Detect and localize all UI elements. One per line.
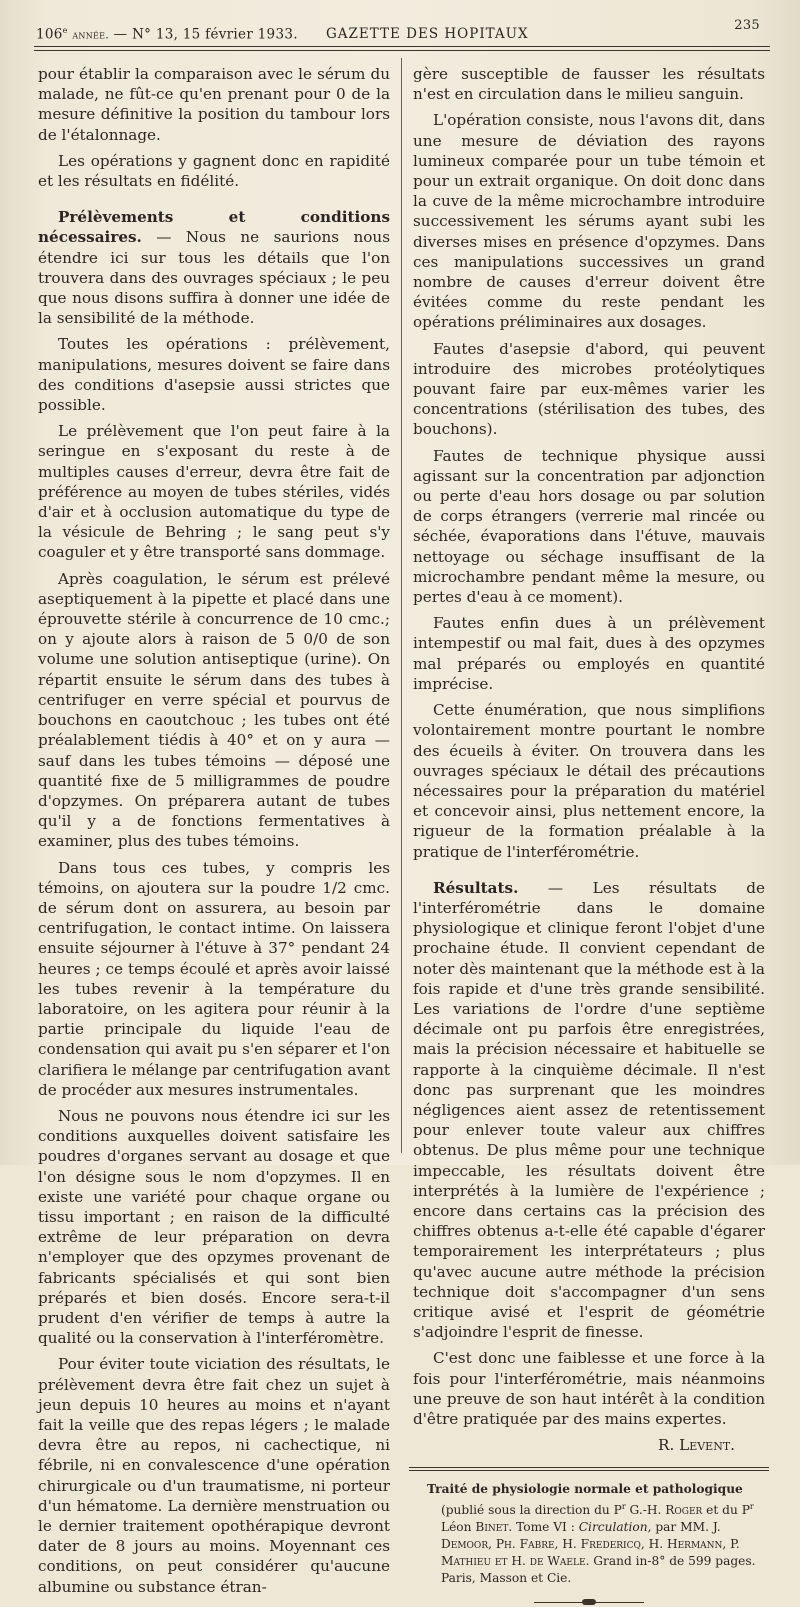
- signature-name: Levent.: [679, 1436, 735, 1455]
- page-header: [36, 18, 764, 44]
- author-signature: [413, 1435, 735, 1455]
- section-text: — Les résultats de l'interférométrie dans le domaine physiologique et clinique feront l'objet d'une prochaine étude. Il convient cependant de noter dès maintenant que la méthode est à la fois rapide et d'une très grande sensibilité. Les variations de l'ordre d'une septième décimale ont pu parfois être enregistrées, mais la précision nécessaire et habituelle se rapporte à la cinquième décimale. Il n'est donc pas surprenant que les moindres négligences aient assez de retentissement pour enlever toute valeur aux chiffres obtenus. De plus même pour une technique impeccable, les résultats doivent être interprétés à la lumière de l'expérience ; encore dans certains cas la précision des chiffres obtenus a-t-elle été capable d'égarer temporairement les interprétateurs ; plus qu'avec aucune autre méthode la précision technique doit s'accompagner d'un sens critique avisé et l'esprit de géométrie s'adjoindre l'esprit de finesse.: [413, 878, 765, 1342]
- section-text: — Nous ne saurions nous étendre ici sur tous les détails que l'on trouvera dans des ouvrages spéciaux ; le peu que nous disons suffira à donner une idée de la sensibilité de la méthode.: [38, 228, 390, 328]
- book-text: et du P: [702, 1503, 750, 1518]
- paragraph: pour établir la comparaison avec le sérum du malade, ne fût-ce qu'en prenant pour 0 de la mesure définitive la position du tambour lors de l'étalonnage.: [38, 65, 390, 144]
- header-rule-thin: [34, 50, 770, 51]
- paragraph: Les opérations y gagnent donc en rapidité et les résultats en fidélité.: [38, 151, 390, 191]
- book-text: G.-H.: [625, 1503, 666, 1518]
- book-authors: Demoor, Ph. Fabre, H. Fredericq, H. Hermann, P. Mathieu et H. de Waele: [441, 1537, 740, 1569]
- issue-number-date: — N° 13, 15 février 1933.: [113, 26, 298, 43]
- signature-initial: R.: [658, 1436, 680, 1455]
- paragraph: Pour éviter toute viciation des résultats, le prélèvement devra être fait chez un sujet à jeun depuis 10 heures au moins et n'ayant fait la veille que des repas légers ; le malade devra être au repos, ni cachectique, ni fébrile, ni en convalescence d'une opération chirurgicale ou d'un traumatisme, ni porteur d'un hématome. La dernière menstruation ou le dernier traitement opothérapique devront dater de 8 jours au moins. Moyennant ces conditions, on peut considérer qu'aucune albumine ou substance étran-: [38, 1355, 390, 1596]
- book-text: , par MM. J.: [647, 1520, 721, 1535]
- paragraph: Le prélèvement que l'on peut faire à la seringue en s'exposant du reste à de multiples causes d'erreur, devra être fait de préférence au moyen de tubes stériles, vidés d'air et à occlusion automatique du type de la vésicule de Behring ; le sang peut s'y coaguler et y être transporté sans dommage.: [38, 422, 390, 562]
- paragraph: L'opération consiste, nous l'avons dit, dans une mesure de déviation des rayons lumineux comparée pour un tube témoin et pour un extrait organique. On doit donc dans la cuve de la même microchambre introduire successivement les sérums ayant subi les diverses mises en présence d'opzymes. Dans ces manipulations successives un grand nombre de causes d'erreur doivent être évitées comme du reste pendant les opérations préliminaires aux dosages.: [413, 111, 765, 332]
- book-text: Léon: [441, 1520, 476, 1535]
- paragraph: gère susceptible de fausser les résultats n'est en circulation dans le milieu sanguin.: [413, 65, 765, 104]
- year-label: année.: [72, 28, 110, 42]
- section-rule-thin: [409, 1470, 769, 1471]
- paragraph: Fautes de technique physique aussi agissant sur la concentration par adjonction ou perte d'eau hors dosage ou par solution de corps étrangers (verrerie mal rincée ou séchée, évaporations dans l'étuve, mauvais nettoyage ou séchage insuffisant de la microchambre pendant même la mesure, ou pertes d'eau à ce moment).: [413, 446, 765, 607]
- book-sup: r: [621, 1502, 626, 1512]
- book-text: Tome VI :: [512, 1520, 579, 1535]
- left-column: [38, 64, 390, 1603]
- section-rule-thick: [409, 1467, 769, 1468]
- end-ornament: [534, 1599, 644, 1607]
- header-rule-thick: [34, 46, 770, 47]
- section-title: Prélèvements et conditions nécessaires.: [38, 208, 390, 247]
- paragraph: Cette énumération, que nous simplifions volontairement montre pourtant le nombre des écueils à éviter. On trouvera dans les ouvrages spéciaux le détail des précautions nécessaires pour la préparation du matériel et concevoir ainsi, plus nettement encore, la rigueur de la formation préalable à la pratique de l'interférométrie.: [413, 701, 765, 861]
- book-title: Traité de physiologie normale et pathologique: [427, 1482, 743, 1497]
- paragraph: Dans tous ces tubes, y compris les témoins, on ajoutera sur la poudre 1/2 cmc. de sérum dont on assurera, au besoin par centrifugation, le contact intime. On laissera ensuite séjourner à l'étuve à 37° pendant 24 heures ; ce temps écoulé et après avoir laissé les tubes revenir à la température du laboratoire, on les agitera pour réunir à la partie principale du liquide l'eau de condensation qui avait pu s'en séparer et l'on clarifiera le mélange par centrifugation avant de procéder aux mesures instrumentales.: [38, 858, 390, 1099]
- book-text: (publié sous la direction du P: [441, 1503, 622, 1518]
- section-resultats: [413, 878, 765, 1343]
- book-text: . Grand in-8° de 599 pages. Paris, Masson et Cie.: [441, 1554, 756, 1586]
- year-sup: e: [62, 26, 68, 35]
- journal-title: GAZETTE DES HOPITAUX: [326, 26, 529, 42]
- paragraph: Nous ne pouvons nous étendre ici sur les conditions auxquelles doivent satisfaire les poudres d'organes servant au dosage et que l'on désigne sous le nom d'opzymes. Il en existe une variété pour chaque organe ou tissu important ; en raison de la difficulté extrême de leur préparation on devra n'employer que des opzymes provenant de fabricants spécialisés et qui sont bien préparés et bien dosés. Encore sera-t-il prudent d'en vérifier de temps à autre la qualité ou la conservation à l'interféromètre.: [38, 1106, 390, 1348]
- book-volume-title: Circulation: [578, 1520, 648, 1535]
- book-sup: r: [749, 1502, 754, 1512]
- right-column: [413, 64, 765, 1607]
- year-number: 106: [36, 26, 63, 43]
- paragraph: Après coagulation, le sérum est prélevé aseptiquement à la pipette et placé dans une éprouvette stérile à concurrence de 10 cmc.; on y ajoute alors à raison de 5 0/0 de son volume une solution antiseptique (urine). On répartit ensuite le sérum dans des tubes à centrifuger en verre spécial et pourvus de bouchons en caoutchouc ; les tubes ont été préalablement tiédis à 40° et on y aura — sauf dans les tubes témoins — déposé une quantité fixe de 5 milligrammes de poudre d'opzymes. On préparera autant de tubes qu'il y a de fonctions fermentatives à examiner, plus des tubes témoins.: [38, 569, 390, 851]
- column-divider: [401, 58, 402, 1153]
- section-prelevements: [38, 207, 390, 328]
- paragraph: Fautes d'asepsie d'abord, qui peuvent introduire des microbes protéolytiques pouvant faire par eux-mêmes varier les concentrations (stérilisation des tubes, des bouchons).: [413, 339, 765, 439]
- issue-info: [36, 26, 298, 43]
- book-editor: Binet.: [475, 1520, 513, 1535]
- book-editor: Roger: [665, 1503, 703, 1518]
- paragraph: C'est donc une faiblesse et une force à la fois pour l'interférométrie, mais néanmoins une preuve de son haut intérêt à la condition d'être pratiquée par des mains expertes.: [413, 1349, 765, 1428]
- page-number: 235: [734, 18, 760, 33]
- paragraph: Toutes les opérations : prélèvement, manipulations, mesures doivent se faire dans des conditions d'asepsie aussi strictes que possible.: [38, 335, 390, 415]
- paragraph: Fautes enfin dues à un prélèvement intempestif ou mal fait, dues à des opzymes mal préparés ou employés en quantité imprécise.: [413, 614, 765, 693]
- book-notice: [419, 1481, 765, 1587]
- section-title: Résultats.: [433, 878, 519, 897]
